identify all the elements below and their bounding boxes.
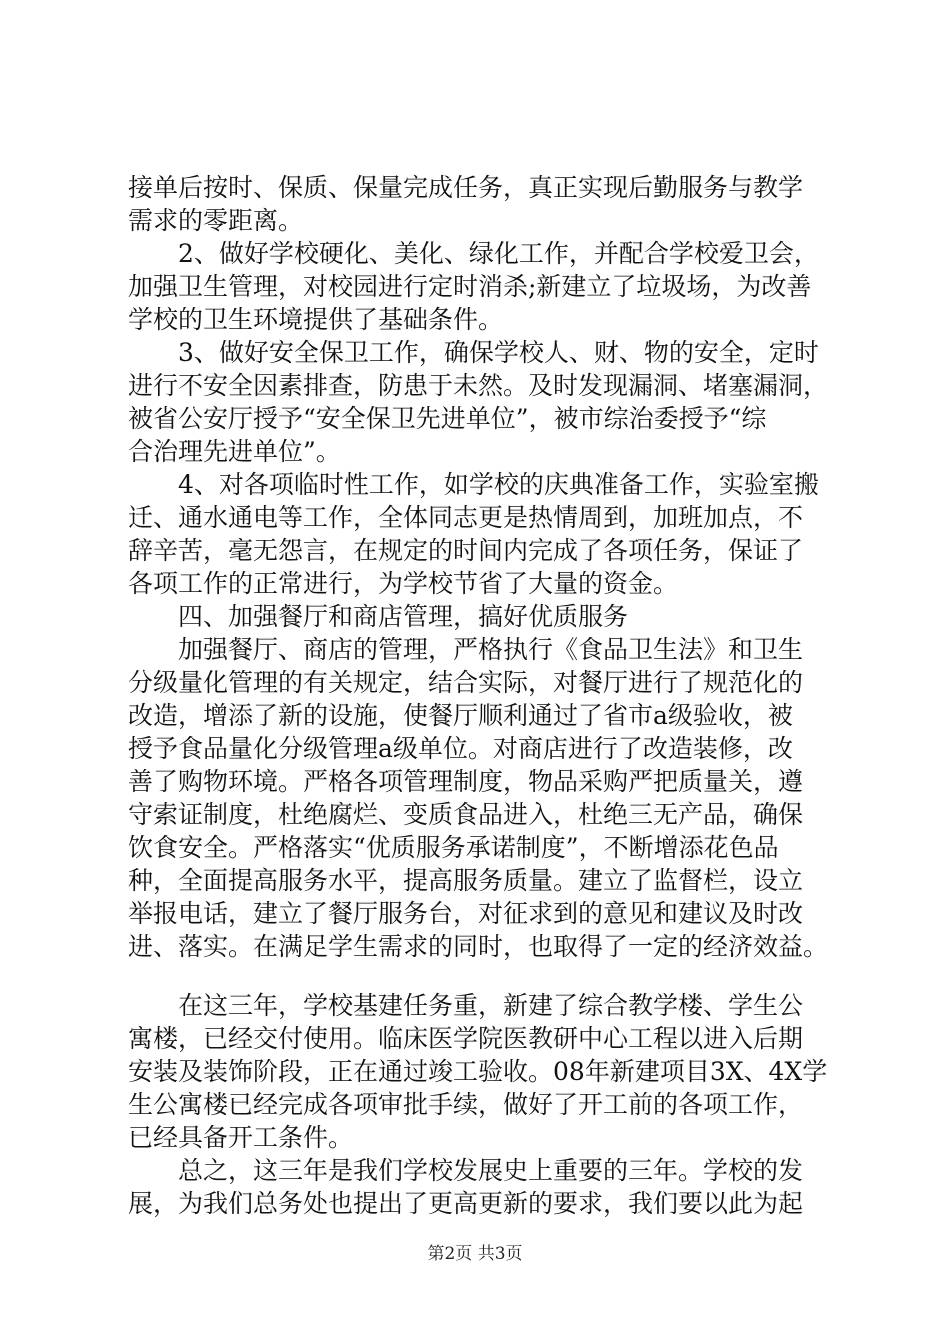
text-line: 进行不安全因素排查，防患于未然。及时发现漏洞、堵塞漏洞， — [128, 371, 829, 400]
blank-line — [128, 963, 856, 989]
text-line: 迁、通水通电等工作，全体同志更是热情周到，加班加点，不 — [128, 503, 804, 532]
text-line: 2、做好学校硬化、美化、绿化工作，并配合学校爱卫会， — [128, 239, 819, 268]
text-line: 已经具备开工条件。 — [128, 1123, 354, 1152]
text-line: 加强餐厅、商店的管理，严格执行《食品卫生法》和卫生 — [128, 635, 804, 664]
text-line: 进、落实。在满足学生需求的同时，也取得了一定的经济效益。 — [128, 932, 829, 961]
page-footer — [0, 1244, 950, 1264]
text-line: 四、加强餐厅和商店管理，搞好优质服务 — [128, 602, 629, 631]
text-line: 总之，这三年是我们学校发展史上重要的三年。学校的发 — [128, 1156, 804, 1185]
text-line: 种，全面提高服务水平，提高服务质量。建立了监督栏，设立 — [128, 866, 804, 895]
text-line: 安装及装饰阶段，正在通过竣工验收。08年新建项目3X、4X学 — [128, 1057, 828, 1086]
text-line: 守索证制度，杜绝腐烂、变质食品进入，杜绝三无产品，确保 — [128, 800, 804, 829]
text-line: 生公寓楼已经完成各项审批手续，做好了开工前的各项工作， — [128, 1090, 804, 1119]
text-line: 饮食安全。严格落实“优质服务承诺制度”，不断增添花色品 — [128, 833, 779, 862]
text-line: 接单后按时、保质、保量完成任务，真正实现后勤服务与教学 — [128, 173, 804, 202]
text-line: 授予食品量化分级管理a级单位。对商店进行了改造装修，改 — [128, 734, 793, 763]
text-line: 在这三年，学校基建任务重，新建了综合教学楼、学生公 — [128, 991, 804, 1020]
text-line: 展，为我们总务处也提出了更高更新的要求，我们要以此为起 — [128, 1189, 804, 1218]
page-number-indicator: 第2页 共3页 — [427, 1244, 523, 1264]
text-line: 被省公安厅授予“安全保卫先进单位”，被市综治委授予“综 — [128, 404, 767, 433]
text-line: 加强卫生管理，对校园进行定时消杀;新建立了垃圾场，为改善 — [128, 272, 812, 301]
text-line: 3、做好安全保卫工作，确保学校人、财、物的安全，定时 — [128, 338, 819, 367]
text-line: 各项工作的正常进行，为学校节省了大量的资金。 — [128, 569, 679, 598]
text-line: 分级量化管理的有关规定，结合实际，对餐厅进行了规范化的 — [128, 668, 804, 697]
text-line: 举报电话，建立了餐厅服务台，对征求到的意见和建议及时改 — [128, 899, 804, 928]
text-line: 善了购物环境。严格各项管理制度，物品采购严把质量关，遵 — [128, 767, 804, 796]
text-line: 需求的零距离。 — [128, 206, 304, 235]
text-line: 辞辛苦，毫无怨言，在规定的时间内完成了各项任务，保证了 — [128, 536, 804, 565]
text-line: 合治理先进单位”。 — [128, 437, 341, 466]
text-line: 学校的卫生环境提供了基础条件。 — [128, 305, 504, 334]
document-body — [128, 171, 856, 1220]
text-line: 寓楼，已经交付使用。临床医学院医教研中心工程以进入后期 — [128, 1024, 804, 1053]
text-line: 改造，增添了新的设施，使餐厅顺利通过了省市a级验收，被 — [128, 701, 793, 730]
text-line: 4、对各项临时性工作，如学校的庆典准备工作，实验室搬 — [128, 470, 819, 499]
